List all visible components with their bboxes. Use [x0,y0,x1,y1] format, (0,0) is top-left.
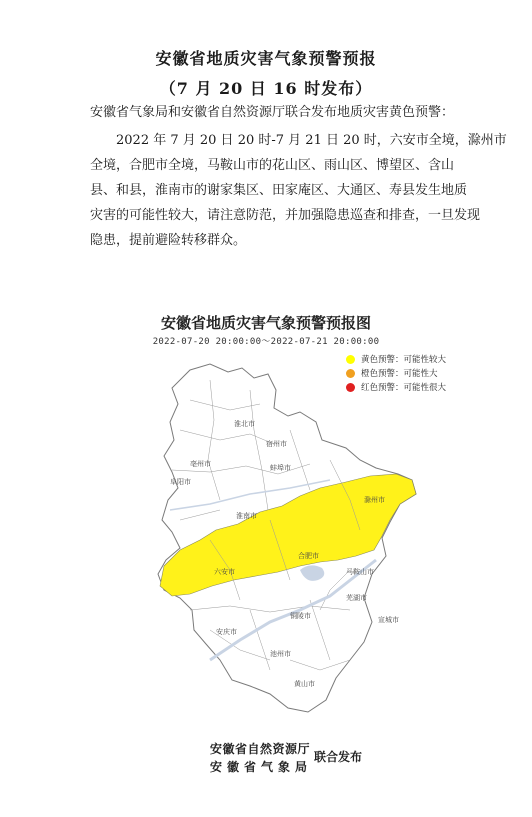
city-label: 池州市 [270,650,291,658]
city-label: 六安市 [214,568,235,576]
city-label: 宣城市 [378,616,399,624]
city-label: 亳州市 [190,460,211,468]
legend-label: 红色预警：可能性很大 [361,383,447,393]
city-label: 宿州市 [266,440,287,448]
province-map [150,360,440,720]
body-line: 县、和县，淮南市的谢家集区、田家庵区、大通区、寿县发生地质 [90,183,468,198]
city-label: 铜陵市 [290,612,311,620]
intro-paragraph: 安徽省气象局和安徽省自然资源厅联合发布地质灾害黄色预警： [90,105,455,120]
joint-release-label: 联合发布 [314,750,363,764]
city-label: 滁州市 [364,496,385,504]
issuer-meteorology: 安徽省气象局 [210,760,313,774]
city-label: 蚌埠市 [270,464,291,472]
map-title: 安徽省地质灾害气象预警预报图 [160,314,371,332]
anhui-map-svg [150,360,440,720]
body-line: 灾害的可能性较大，请注意防范，并加强隐患巡查和排查，一旦发现 [90,208,481,223]
city-label: 黄山市 [294,680,315,688]
city-label: 合肥市 [298,552,319,560]
city-label: 马鞍山市 [346,568,374,576]
city-label: 安庆市 [216,628,237,636]
document-title: 安徽省地质灾害气象预警预报 [155,49,377,68]
city-label: 淮北市 [234,420,255,428]
legend-label: 黄色预警：可能性较大 [361,355,447,365]
city-label: 芜湖市 [346,594,367,602]
warning-body [90,128,507,253]
body-line: 隐患，提前避险转移群众。 [90,233,247,248]
body-line: 2022 年 7 月 20 日 20 时-7 月 21 日 20 时，六安市全境，滁州市 [116,133,507,148]
body-line: 全境，合肥市全境，马鞍山市的花山区、雨山区、博望区、含山 [90,158,455,173]
issuer-natural-resources: 安徽省自然资源厅 [210,742,311,756]
map-time-range: 2022-07-20 20:00:00～2022-07-21 20:00:00 [152,337,380,347]
legend-label: 橙色预警：可能性大 [361,369,438,379]
document-subtitle: （7 月 20 日 16 时发布） [159,79,373,98]
city-label: 阜阳市 [170,478,191,486]
city-label: 淮南市 [236,512,257,520]
